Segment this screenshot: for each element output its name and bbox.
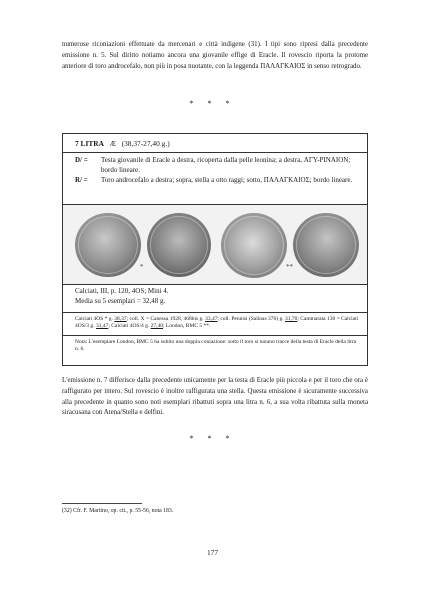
specimen-5-source: ; Calciati 4OS/4 g. bbox=[108, 323, 150, 330]
section-separator: * * * bbox=[189, 99, 236, 108]
catalog-references bbox=[75, 287, 169, 306]
catalog-note: Nota: L'esemplare London, BMC 5 ha subito una doppia coniazione: sotto il toro si notano tracce della testa di Eracle della litra n. 6. bbox=[75, 339, 357, 353]
specimen-3-weight: 31,70 bbox=[284, 316, 298, 322]
footnote: (32) Cfr. F. Martino, op. cit., p. 55-56, nota 183. bbox=[62, 508, 174, 514]
intro-paragraph: numerose riconiazioni effettuate da mercenari e città indigene (31). I tipi sono ripresi dalla precedente emissione n. 5. Sul diritto notiamo ancora una giovanile effige di Eracle. Il rovescio riporta la protome anteriore di toro androcefalo, non più in posa nuotante, con la leggenda ΠΑΛΑΓΚΑΙΟΣ in senso retrogrado. bbox=[62, 41, 368, 70]
photo-marker-double: ** bbox=[286, 263, 293, 271]
specimen-2-weight: 33,47 bbox=[205, 316, 218, 322]
average-weight-line: Media su 5 esemplari = 32,48 g. bbox=[75, 296, 166, 305]
catalog-weight-range: (38,37-27,40 g.) bbox=[121, 139, 170, 148]
specimen-1-weight: 38,37 bbox=[114, 316, 127, 322]
body-paragraph: L'emissione n. 7 differisce dalla precedente unicamente per la testa di Eracle più piccola e per il toro che ora è raffigurato per intero. Sul rovescio è inoltre raffigurata una stella. Questa emissione è sicuramente successiva alla precedente in quanto sono noti esemplari ribattuti sopra una litra n. 6, a sua volta ribattuta sulla moneta siracusana con Atena/Stella e delfini. bbox=[62, 377, 368, 417]
specimen-3-source: ; coll. Pennisi (Salinas 376) g. bbox=[217, 316, 284, 322]
page-number: 177 bbox=[206, 548, 219, 557]
obverse-description bbox=[75, 156, 365, 176]
references-divider bbox=[63, 312, 367, 313]
section-separator-2: * * * bbox=[189, 434, 236, 443]
catalog-heading bbox=[75, 139, 170, 148]
obverse-label: D/ = bbox=[75, 156, 88, 164]
specimens-list bbox=[75, 316, 359, 331]
specimen-4-source: ; Cammarata 130 = Calciati 4OS/3 g. bbox=[75, 316, 359, 330]
heading-divider bbox=[63, 152, 367, 153]
coin-image-reverse-2 bbox=[293, 213, 359, 277]
catalog-metal: Æ bbox=[109, 139, 117, 148]
coin-image-obverse-2 bbox=[221, 213, 287, 278]
photo-marker-single: * bbox=[140, 263, 144, 271]
reverse-text: Toro androcefalo a destra; sopra, stella a otto raggi; sotto, ΠΑΛΑΓΚΑΙΟΣ; bordo lineare. bbox=[101, 176, 353, 184]
specimen-6-source: ; London, BMC 5 **. bbox=[163, 323, 211, 330]
specimens-divider bbox=[63, 335, 367, 336]
coin-image-obverse-1 bbox=[75, 213, 141, 277]
specimen-5-weight: 27,40 bbox=[150, 323, 164, 330]
obverse-text: Testa giovanile di Eracle a destra, ricoperta dalla pelle leonina; a destra, ΑΓΥ-PINAION; bordo lineare. bbox=[101, 156, 351, 174]
reverse-label: R/ = bbox=[75, 176, 88, 184]
reverse-description bbox=[75, 176, 365, 186]
specimen-4-weight: 31,47 bbox=[95, 323, 109, 330]
footnote-rule bbox=[62, 503, 142, 504]
reference-line: Calciati, III, p. 120, 4OS; Mini 4. bbox=[75, 287, 169, 295]
specimen-2-source: ; coll. X = Canessa 1928, 468bis g. bbox=[126, 316, 204, 322]
coin-image-reverse-1 bbox=[147, 213, 211, 277]
specimen-1-source: Calciati 4OS * g. bbox=[75, 316, 113, 322]
catalog-number-name: 7 LITRA bbox=[75, 139, 104, 148]
coin-photo-strip bbox=[63, 204, 367, 285]
catalog-entry-box bbox=[62, 133, 368, 366]
